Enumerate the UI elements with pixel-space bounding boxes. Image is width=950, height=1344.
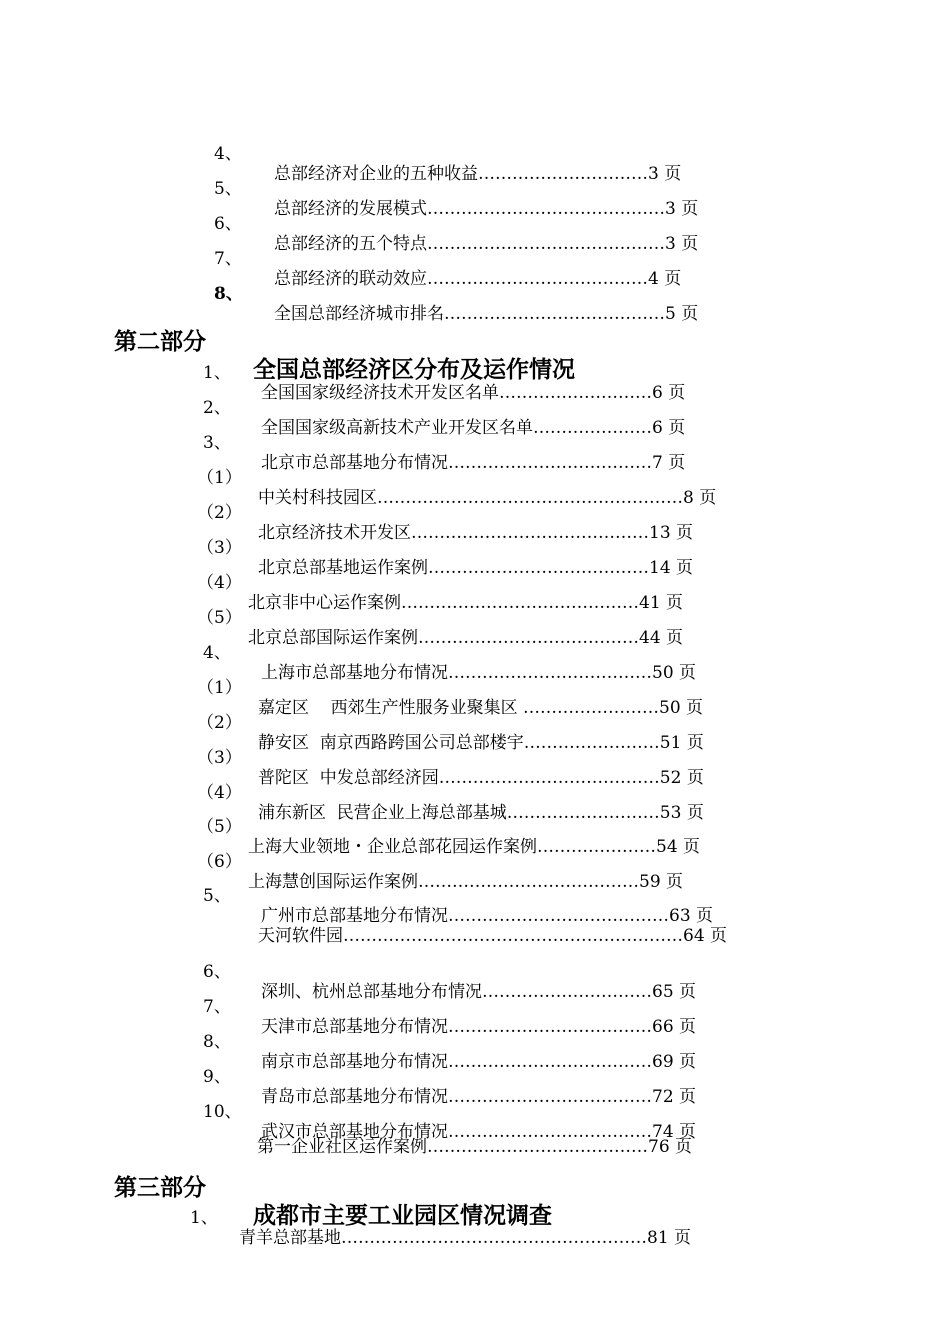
toc-entry-text: 武汉市总部基地分布情况………………………………74 页	[261, 1122, 697, 1142]
toc-entry-number: （6）	[197, 852, 242, 872]
toc-entry-text: 嘉定区 西郊生产性服务业聚集区 ……………………50 页	[258, 698, 704, 718]
toc-entry-text: 天津市总部基地分布情况………………………………66 页	[261, 1017, 697, 1037]
toc-entry-number: 8、	[203, 1032, 231, 1052]
toc-entry-number: 10、	[203, 1102, 242, 1122]
toc-entry-text: 深圳、杭州总部基地分布情况…………………………65 页	[261, 982, 697, 1002]
toc-entry-text: 全国总部经济城市排名…………………………………5 页	[274, 304, 699, 324]
section-title: 成都市主要工业园区情况调查	[253, 1203, 552, 1229]
toc-entry-text: 第一企业社区运作案例…………………………………76 页	[257, 1137, 693, 1157]
toc-entry-number: 6、	[203, 962, 231, 982]
toc-entry-number: （1）	[197, 678, 242, 698]
toc-entry-text: 北京市总部基地分布情况………………………………7 页	[261, 453, 686, 473]
toc-entry-text: 总部经济对企业的五种收益…………………………3 页	[274, 164, 682, 184]
toc-entry-number: 7、	[203, 997, 231, 1017]
toc-entry-text: 全国国家级经济技术开发区名单………………………6 页	[261, 383, 686, 403]
toc-entry-number: 8、	[214, 284, 243, 304]
toc-entry-number: （3）	[197, 748, 242, 768]
toc-entry-number: （5）	[197, 817, 242, 837]
toc-entry-number: 2、	[203, 398, 231, 418]
toc-entry-text: 普陀区 中发总部经济园…………………………………52 页	[258, 768, 704, 788]
toc-entry-text: 静安区 南京西路跨国公司总部楼宇……………………51 页	[258, 733, 704, 753]
toc-entry-number: （1）	[197, 468, 242, 488]
toc-entry-number: 1、	[203, 363, 231, 383]
toc-entry-number: 5、	[203, 886, 231, 906]
toc-entry-text: 青羊总部基地………………………………………………81 页	[239, 1228, 692, 1248]
toc-entry-text: 中关村科技园区………………………………………………8 页	[258, 488, 717, 508]
toc-entry-number: （5）	[197, 608, 242, 628]
section-label: 第二部分	[114, 329, 206, 355]
toc-entry-number: （2）	[197, 503, 242, 523]
toc-entry-number: 9、	[203, 1067, 231, 1087]
toc-entry-text: 总部经济的发展模式……………………………………3 页	[274, 199, 699, 219]
toc-entry-text: 广州市总部基地分布情况…………………………………63 页	[261, 906, 714, 926]
toc-entry-text: 青岛市总部基地分布情况………………………………72 页	[261, 1087, 697, 1107]
toc-entry-text: 北京总部基地运作案例…………………………………14 页	[258, 558, 694, 578]
toc-entry-number: （4）	[197, 783, 242, 803]
toc-entry-number: （3）	[197, 538, 242, 558]
toc-entry-text: 总部经济的五个特点……………………………………3 页	[274, 234, 699, 254]
toc-entry-text: 浦东新区 民营企业上海总部基城………………………53 页	[258, 803, 704, 823]
toc-entry-text: 上海大业领地・企业总部花园运作案例…………………54 页	[248, 837, 701, 857]
toc-entry-text: 全国国家级高新技术产业开发区名单…………………6 页	[261, 418, 686, 438]
toc-entry-number: （2）	[197, 713, 242, 733]
toc-entry-number: 6、	[214, 214, 242, 234]
toc-entry-number: 1、	[190, 1208, 218, 1228]
section-title: 全国总部经济区分布及运作情况	[253, 357, 575, 383]
toc-entry-number: 4、	[203, 643, 231, 663]
toc-entry-text: 天河软件园……………………………………………………64 页	[258, 926, 728, 946]
section-label: 第三部分	[114, 1175, 206, 1201]
section-heading-part2	[0, 300, 950, 384]
toc-entry-text: 上海慧创国际运作案例…………………………………59 页	[248, 872, 684, 892]
section-heading-part3	[0, 1146, 950, 1230]
toc-entry-number: 4、	[214, 144, 242, 164]
toc-entry-number: （4）	[197, 573, 242, 593]
toc-entry-text: 上海市总部基地分布情况………………………………50 页	[261, 663, 697, 683]
toc-entry-number: 3、	[203, 433, 231, 453]
toc-entry-text: 南京市总部基地分布情况………………………………69 页	[261, 1052, 697, 1072]
toc-entry-number: 7、	[214, 249, 242, 269]
toc-entry-text: 北京总部国际运作案例…………………………………44 页	[248, 628, 684, 648]
toc-entry-number: 5、	[214, 179, 242, 199]
toc-entry-text: 总部经济的联动效应…………………………………4 页	[274, 269, 682, 289]
toc-entry-text: 北京非中心运作案例……………………………………41 页	[248, 593, 684, 613]
toc-entry-text: 北京经济技术开发区……………………………………13 页	[258, 523, 694, 543]
